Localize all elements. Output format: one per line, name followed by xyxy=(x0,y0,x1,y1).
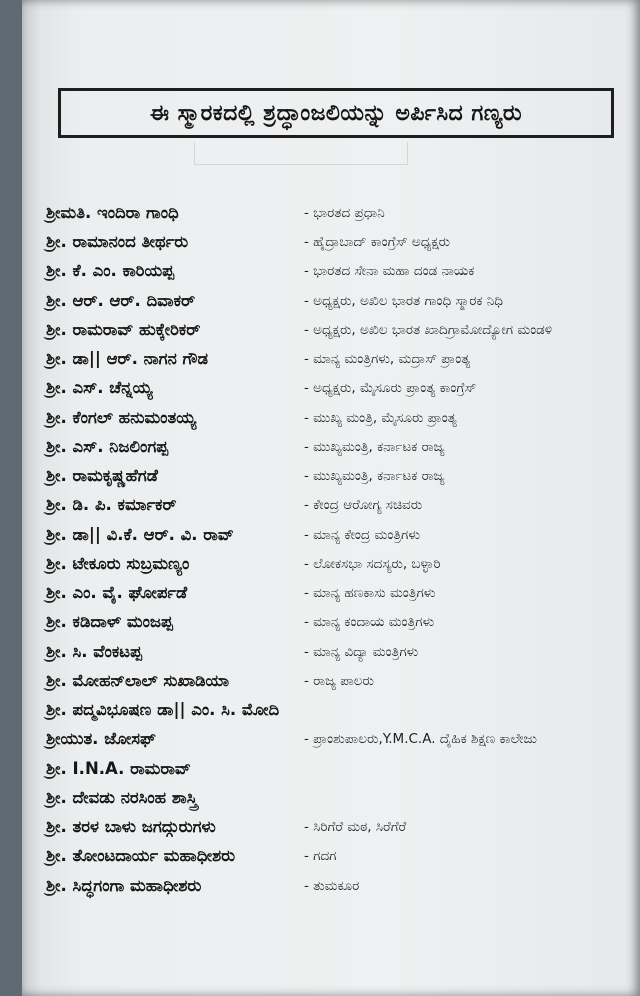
dignitary-title: - ಮುಖ್ಯಮಂತ್ರಿ, ಕರ್ನಾಟಕ ರಾಜ್ಯ xyxy=(304,439,445,455)
dignitary-title: - ಮುಖ್ಯಮಂತ್ರಿ, ಕರ್ನಾಟಕ ರಾಜ್ಯ xyxy=(304,468,445,484)
list-item xyxy=(46,551,640,577)
list-item xyxy=(46,375,640,401)
list-item xyxy=(46,873,640,899)
dignitary-name: ಶ್ರೀ. ತರಳ ಬಾಳು ಜಗದ್ಗುರುಗಳು xyxy=(46,817,216,836)
list-item xyxy=(46,609,640,635)
dignitary-title: - ಕೇಂದ್ರ ಆರೋಗ್ಯ ಸಚಿವರು xyxy=(304,497,423,513)
dignitary-name: ಶ್ರೀ. ರಾಮರಾವ್ ಹುಕ್ಕೇರಿಕರ್ xyxy=(46,320,201,339)
dignitary-name: ಶ್ರೀ. ಡಾ|| ವಿ.ಕೆ. ಆರ್. ವಿ. ರಾವ್ xyxy=(46,525,234,544)
dignitary-name: ಶ್ರೀಮತಿ. ಇಂದಿರಾ ಗಾಂಧಿ xyxy=(46,203,179,222)
dignitary-name: ಶ್ರೀ. ತೋಂಟದಾರ್ಯ ಮಹಾಧೀಶರು xyxy=(46,846,236,865)
dignitary-name: ಶ್ರೀ. I.N.A. ರಾಮರಾವ್ xyxy=(46,759,191,778)
dignitary-title: - ಅಧ್ಯಕ್ಷರು, ಅಖಿಲ ಭಾರತ ಗಾಂಧಿ ಸ್ಮಾರಕ ನಿಧಿ xyxy=(304,293,504,309)
dignitary-title: - ಗದಗ xyxy=(304,848,337,864)
dignitary-name: ಶ್ರೀ. ಎಸ್. ಚೆನ್ನಯ್ಯ xyxy=(46,378,153,397)
document-page xyxy=(22,0,640,996)
list-item xyxy=(46,463,640,489)
dignitary-name: ಶ್ರೀ. ಎಸ್. ನಿಜಲಿಂಗಪ್ಪ xyxy=(46,437,169,456)
list-item xyxy=(46,492,640,518)
list-item xyxy=(46,346,640,372)
dignitary-title: - ಮಾನ್ಯ ಕಂದಾಯ ಮಂತ್ರಿಗಳು xyxy=(304,614,435,630)
dignitary-name: ಶ್ರೀ. ರಾಮಕೃಷ್ಣಹೆಗಡೆ xyxy=(46,466,158,485)
list-item xyxy=(46,814,640,840)
dignitary-name: ಶ್ರೀ. ಡಾ|| ಆರ್. ನಾಗನ ಗೌಡ xyxy=(46,349,209,368)
dignitary-title: - ಅಧ್ಯಕ್ಷರು, ಮೈಸೂರು ಪ್ರಾಂತ್ಯ ಕಾಂಗ್ರೆಸ್ xyxy=(304,380,477,396)
list-item xyxy=(46,668,640,694)
dignitary-name: ಶ್ರೀ. ಆರ್. ಆರ್. ದಿವಾಕರ್ xyxy=(46,291,196,310)
dignitary-title: - ಲೋಕಸಭಾ ಸದಸ್ಯರು, ಬಳ್ಳಾರಿ xyxy=(304,556,441,572)
dignitary-title: - ಸಿರಿಗೆರೆ ಮಠ, ಸಿರೆಗೆರೆ xyxy=(304,819,407,835)
dignitary-name: ಶ್ರೀ. ಕಡಿದಾಳ್ ಮಂಜಪ್ಪ xyxy=(46,612,173,631)
dignitary-name: ಶ್ರೀ. ಸಿ. ವೆಂಕಟಪ್ಪ xyxy=(46,642,142,661)
dignitary-name: ಶ್ರೀ. ಸಿದ್ಧಗಂಗಾ ಮಹಾಧೀಶರು xyxy=(46,876,202,895)
dignitary-title: - ಮಾನ್ಯ ಹಣಕಾಸು ಮಂತ್ರಿಗಳು xyxy=(304,585,436,601)
dignitary-title: - ಮಾನ್ಯ ಕೇಂದ್ರ ಮಂತ್ರಿಗಳು xyxy=(304,527,420,543)
dignitary-name: ಶ್ರೀ. ಕೆ. ಎಂ. ಕಾರಿಯಪ್ಪ xyxy=(46,261,175,280)
list-item xyxy=(46,756,640,782)
dignitary-title: - ಮುಖ್ಯ ಮಂತ್ರಿ, ಮೈಸೂರು ಪ್ರಾಂತ್ಯ xyxy=(304,410,457,426)
page-title xyxy=(58,88,614,138)
dignitary-name: ಶ್ರೀ. ಡಿ. ಪಿ. ಕರ್ಮಾಕರ್ xyxy=(46,495,177,514)
dignitary-title: - ಭಾರತದ ಪ್ರಧಾನಿ xyxy=(304,205,385,221)
dignitary-title: - ಮಾನ್ಯ ವಿದ್ಯಾ ಮಂತ್ರಿಗಳು xyxy=(304,644,419,660)
dignitary-title: - ಅಧ್ಯಕ್ಷರು, ಅಖಿಲ ಭಾರತ ಖಾದಿಗ್ರಾಮೋದ್ಯೋಗ ಮಂಡಳಿ xyxy=(304,322,553,338)
dignitary-name: ಶ್ರೀ. ಎಂ. ವೈ. ಘೋರ್ಪಡೆ xyxy=(46,583,188,602)
dignitary-title: - ಹೈದ್ರಾಬಾದ್ ಕಾಂಗ್ರೆಸ್ ಅಧ್ಯಕ್ಷರು xyxy=(304,234,451,250)
dignitary-name: ಶ್ರೀ. ಮೋಹನ್‌ಲಾಲ್ ಸುಖಾಡಿಯಾ xyxy=(46,671,230,690)
list-item xyxy=(46,405,640,431)
list-item xyxy=(46,317,640,343)
list-item xyxy=(46,843,640,869)
dignitary-title: - ರಾಜ್ಯ ಪಾಲರು xyxy=(304,673,374,689)
list-item xyxy=(46,434,640,460)
dignitary-title: - ಪ್ರಾಂಶುಪಾಲರು,Y.M.C.A. ದೈಹಿಕ ಶಿಕ್ಷಣ ಕಾಲೇಜು xyxy=(304,731,537,747)
list-item xyxy=(46,697,640,723)
list-item xyxy=(46,522,640,548)
list-item xyxy=(46,229,640,255)
list-item xyxy=(46,785,640,811)
dignitary-name: ಶ್ರೀ. ಪದ್ಮವಿಭೂಷಣ ಡಾ|| ಎಂ. ಸಿ. ಮೋದಿ xyxy=(46,700,280,719)
dignitary-title: - ಮಾನ್ಯ ಮಂತ್ರಿಗಳು, ಮದ್ರಾಸ್ ಪ್ರಾಂತ್ಯ xyxy=(304,351,471,367)
page-title-text: ಈ ಸ್ಮಾರಕದಲ್ಲಿ ಶ್ರದ್ಧಾಂಜಲಿಯನ್ನು ಅರ್ಪಿಸಿದ ಗಣ್ಯರು xyxy=(149,100,523,126)
list-item xyxy=(46,726,640,752)
list-item xyxy=(46,288,640,314)
list-item xyxy=(46,580,640,606)
dignitary-name: ಶ್ರೀ. ರಾಮಾನಂದ ತೀರ್ಥರು xyxy=(46,232,189,251)
list-item xyxy=(46,639,640,665)
bleed-through-box xyxy=(194,142,408,165)
dignitary-title: - ಭಾರತದ ಸೇನಾ ಮಹಾ ದಂಡ ನಾಯಕ xyxy=(304,263,475,279)
dignitary-name: ಶ್ರೀ. ಟೇಕೂರು ಸುಬ್ರಮಣ್ಯಂ xyxy=(46,554,190,573)
dignitary-name: ಶ್ರೀ. ಕೆಂಗಲ್ ಹನುಮಂತಯ್ಯ xyxy=(46,408,197,427)
list-item xyxy=(46,258,640,284)
dignitary-title: - ತುಮಕೂರ xyxy=(304,878,360,894)
dignitary-name: ಶ್ರೀ. ದೇವಡು ನರಸಿಂಹ ಶಾಸ್ತ್ರಿ xyxy=(46,788,198,807)
dignitary-name: ಶ್ರೀಯುತ. ಜೋಸಫ್ xyxy=(46,729,156,748)
list-item xyxy=(46,200,640,226)
